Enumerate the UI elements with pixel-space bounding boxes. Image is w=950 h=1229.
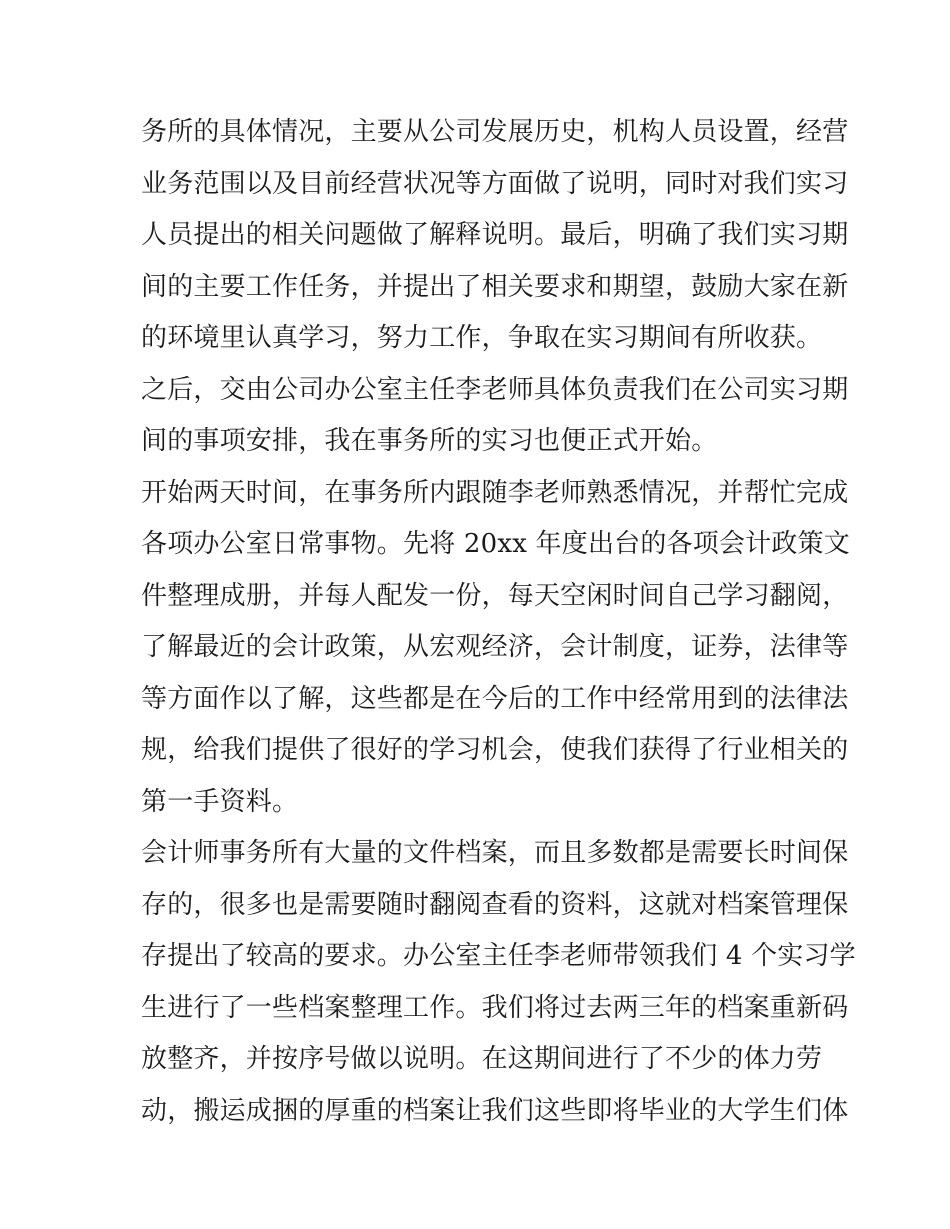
text-line: 人员提出的相关问题做了解释说明。最后，明确了我们实习期 bbox=[141, 220, 849, 250]
text-line: 的环境里认真学习，努力工作，争取在实习期间有所收获。 bbox=[141, 323, 823, 353]
text-line: 各项办公室日常事物。先将 20xx 年度出台的各项会计政策文 bbox=[141, 529, 850, 559]
text-line: 动，搬运成捆的厚重的档案让我们这些即将毕业的大学生们体 bbox=[141, 1095, 849, 1126]
text-line: 了解最近的会计政策，从宏观经济，会计制度，证券，法律等 bbox=[141, 632, 849, 662]
text-line: 等方面作以了解，这些都是在今后的工作中经常用到的法律法 bbox=[141, 683, 849, 714]
text-line: 第一手资料。 bbox=[141, 786, 299, 817]
text-line: 间的主要工作任务，并提出了相关要求和期望，鼓励大家在新 bbox=[141, 271, 849, 302]
text-line: 会计师事务所有大量的文件档案，而且多数都是需要长时间保 bbox=[141, 838, 849, 868]
text-line: 生进行了一些档案整理工作。我们将过去两三年的档案重新码 bbox=[141, 992, 849, 1023]
text-line: 件整理成册，并每人配发一份，每天空闲时间自己学习翻阅， bbox=[141, 580, 849, 611]
text-line: 开始两天时间，在事务所内跟随李老师熟悉情况，并帮忙完成 bbox=[141, 477, 849, 508]
text-line: 务所的具体情况，主要从公司发展历史，机构人员设置，经营 bbox=[141, 117, 849, 147]
text-line: 存的，很多也是需要随时翻阅查看的资料，这就对档案管理保 bbox=[141, 889, 849, 920]
text-line: 之后，交由公司办公室主任李老师具体负责我们在公司实习期 bbox=[141, 374, 849, 405]
document-body bbox=[141, 110, 856, 1140]
text-line: 规，给我们提供了很好的学习机会，使我们获得了行业相关的 bbox=[141, 735, 849, 765]
text-line: 存提出了较高的要求。办公室主任李老师带领我们 4 个实习学 bbox=[141, 941, 856, 971]
text-line: 业务范围以及目前经营状况等方面做了说明，同时对我们实习 bbox=[141, 168, 849, 199]
text-line: 间的事项安排，我在事务所的实习也便正式开始。 bbox=[141, 426, 718, 456]
text-line: 放整齐，并按序号做以说明。在这期间进行了不少的体力劳 bbox=[141, 1044, 823, 1074]
